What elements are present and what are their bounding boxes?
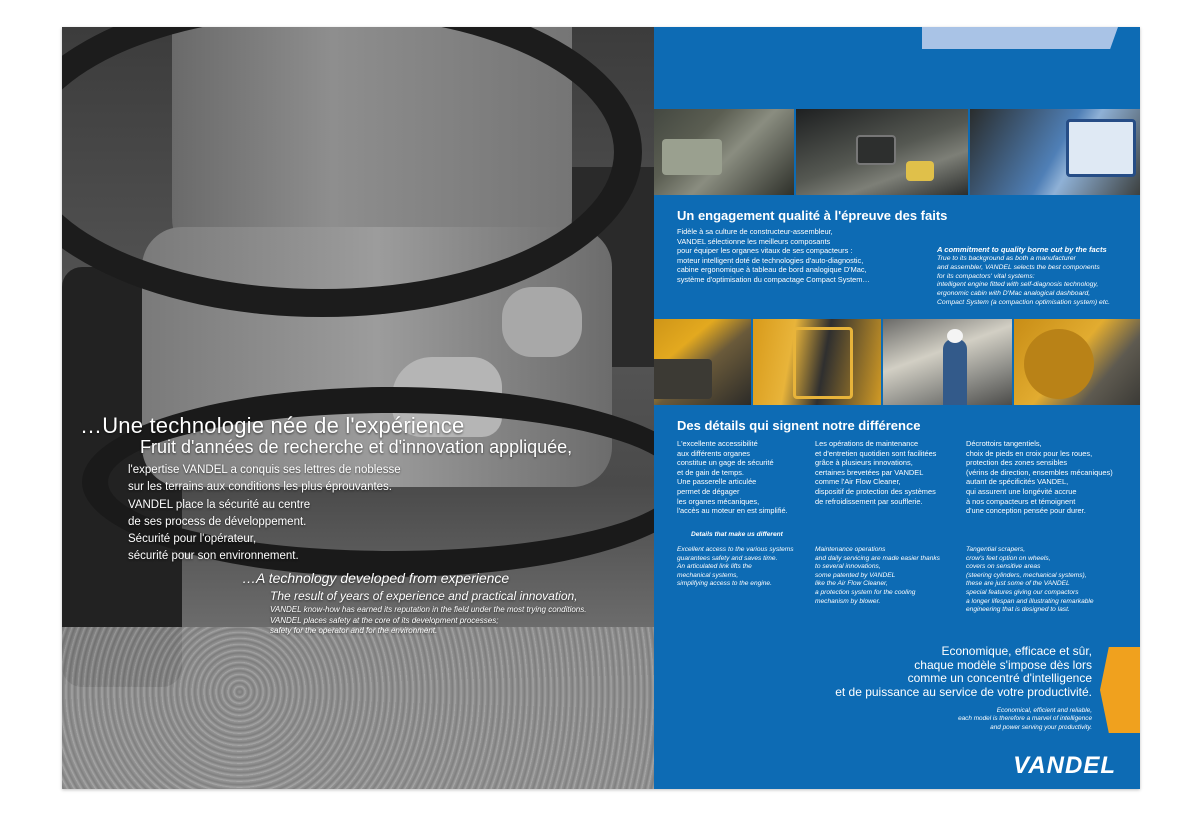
photo-engine-access	[654, 319, 751, 405]
section1-en-title: A commitment to quality borne out by the facts	[937, 245, 1107, 254]
text-line: some patented by VANDEL	[815, 571, 896, 579]
text-line: autant de spécificités VANDEL,	[966, 477, 1069, 487]
text-line: système d'optimisation du compactage Compact System…	[677, 274, 870, 284]
text-line: Fidèle à sa culture de constructeur-assembleur,	[677, 227, 833, 236]
photo-diagnostic-screen	[970, 109, 1140, 195]
text-line: VANDEL sélectionne les meilleurs composants	[677, 236, 831, 246]
section2-en-col-2	[815, 546, 975, 606]
text-line: Maintenance operations	[815, 546, 886, 553]
text-line: to several innovations,	[815, 563, 881, 571]
text-line: protection des zones sensibles	[966, 458, 1068, 468]
text-line: aux différents organes	[677, 448, 750, 458]
fr-body-line: sécurité pour son environnement.	[128, 550, 299, 563]
text-line: (vérins de direction, ensembles mécaniques)	[966, 467, 1113, 477]
en-body-line: safety for the operator and for the environment.	[270, 626, 438, 635]
svg-text:VANDEL: VANDEL	[1013, 752, 1116, 777]
gravel-ground	[62, 627, 654, 789]
text-line: and assembler, VANDEL selects the best components	[937, 263, 1100, 271]
text-line: for its compactors' vital systems:	[937, 272, 1035, 280]
text-line: dispositif de protection des systèmes	[815, 486, 936, 496]
text-line: constitue un gage de sécurité	[677, 458, 774, 468]
summary-block	[835, 645, 1092, 732]
text-line: engineering that is designed to last.	[966, 606, 1070, 614]
fr-body-line: Sécurité pour l'opérateur,	[128, 533, 257, 546]
section2-en-title: Details that make us different	[691, 531, 783, 538]
top-tab-decoration	[922, 27, 1118, 49]
photo-access-ladder	[753, 319, 882, 405]
text-line: guarantees safety and saves time.	[677, 554, 778, 562]
text-line: crow's feet option on wheels,	[966, 554, 1051, 562]
text-line: An articulated link lifts the	[677, 563, 752, 571]
section2-en-col-3	[966, 546, 1126, 615]
operator-hand-lever	[502, 287, 582, 357]
en-body-line: VANDEL places safety at the core of its development processes;	[270, 615, 499, 625]
text-line: each model is therefore a marvel of intelligence	[958, 715, 1092, 723]
section2-fr-col-1	[677, 439, 817, 516]
fr-body	[128, 462, 401, 566]
photo-row-machines	[654, 319, 1140, 405]
en-subheadline: The result of years of experience and practical innovation,	[270, 589, 578, 603]
text-line: cabine ergonomique à tableau de bord analogique D'Mac,	[677, 265, 867, 275]
section2-en-col-1	[677, 546, 817, 589]
text-line: (steering cylinders, mechanical systems),	[966, 571, 1087, 579]
text-line: Une passerelle articulée	[677, 477, 757, 487]
text-line: comme un concentré d'intelligence	[907, 671, 1092, 685]
en-headline: …A technology developed from experience	[242, 570, 510, 586]
text-line: and power serving your productivity.	[990, 723, 1092, 731]
text-line: et d'entretien quotidien sont facilitées	[815, 448, 937, 458]
left-page-photo	[62, 27, 654, 789]
text-line: special features giving our compactors	[966, 588, 1079, 596]
text-line: qui assurent une longévité accrue	[966, 486, 1077, 496]
brochure-spread	[62, 27, 1140, 789]
fr-subheadline: Fruit d'années de recherche et d'innovation appliquée,	[140, 437, 573, 457]
text-line: and daily servicing are made easier thanks	[815, 554, 940, 562]
text-line: ergonomic cabin with D'Mac analogical dashboard,	[937, 290, 1091, 298]
text-line: Décrottoirs tangentiels,	[966, 439, 1042, 448]
en-body-line: VANDEL know-how has earned its reputation in the field under the most trying conditions.	[270, 605, 587, 614]
text-line: moteur intelligent doté de technologies d'auto-diagnostic,	[677, 255, 864, 265]
text-line: de refroidissement par soufflerie.	[815, 496, 923, 506]
text-line: pour équiper les organes vitaux de ses compacteurs :	[677, 246, 853, 256]
section2-fr-col-3	[966, 439, 1126, 516]
text-line: à nos compacteurs et témoignent	[966, 496, 1076, 506]
fr-body-line: de ses process de développement.	[128, 515, 307, 528]
text-line: chaque modèle s'impose dès lors	[914, 657, 1092, 672]
text-line: covers on sensitive areas	[966, 563, 1041, 571]
text-line: Tangential scrapers,	[966, 546, 1026, 553]
vandel-logo	[976, 751, 1118, 777]
text-line: L'excellente accessibilité	[677, 439, 758, 448]
photo-technician-maintenance	[883, 319, 1012, 405]
text-line: a longer lifespan and illustrating remarkable	[966, 597, 1094, 605]
orange-arrow-tab	[1100, 647, 1140, 733]
text-line: grâce à plusieurs innovations,	[815, 458, 913, 468]
text-line: mechanism by blower.	[815, 597, 881, 605]
text-line: comme l'Air Flow Cleaner,	[815, 477, 901, 487]
fr-body-line: VANDEL place la sécurité au centre	[128, 498, 311, 511]
text-line: Economique, efficace et sûr,	[941, 644, 1092, 658]
text-line: these are just some of the VANDEL	[966, 580, 1070, 588]
summary-fr	[835, 645, 1092, 699]
section2-title: Des détails qui signent notre différence	[677, 418, 921, 433]
text-line: choix de pieds en croix pour les roues,	[966, 448, 1093, 458]
fr-headline: …Une technologie née de l'expérience	[80, 413, 465, 438]
text-line: True to its background as both a manufacturer	[937, 255, 1076, 262]
en-body	[270, 605, 586, 637]
section1-title: Un engagement qualité à l'épreuve des faits	[677, 208, 948, 223]
text-line: l'accès au moteur en est simplifié.	[677, 506, 788, 516]
section2-fr-col-2	[815, 439, 965, 506]
summary-en	[835, 707, 1092, 732]
text-line: permet de dégager	[677, 486, 740, 496]
photo-row-controls	[654, 109, 1140, 195]
text-line: Les opérations de maintenance	[815, 439, 919, 448]
text-line: mechanical systems,	[677, 571, 739, 579]
text-line: like the Air Flow Cleaner,	[815, 580, 888, 588]
text-line: d'une conception pensée pour durer.	[966, 506, 1086, 516]
text-line: et de puissance au service de votre productivité.	[835, 684, 1092, 699]
fr-body-line: sur les terrains aux conditions les plus éprouvantes.	[128, 481, 393, 494]
text-line: certaines brevetées par VANDEL	[815, 467, 924, 477]
section1-fr-body	[677, 227, 897, 285]
text-line: Compact System (a compaction optimisation system) etc.	[937, 298, 1111, 306]
text-line: Economical, efficient and reliable,	[996, 707, 1092, 714]
text-line: et de gain de temps.	[677, 467, 744, 477]
section1-en-body	[937, 255, 1137, 308]
fr-body-line: l'expertise VANDEL a conquis ses lettres de noblesse	[128, 464, 401, 476]
text-line: les organes mécaniques,	[677, 496, 760, 506]
photo-roller-drum	[1014, 319, 1141, 405]
right-page	[654, 27, 1140, 789]
text-line: intelligent engine fitted with self-diagnosis technology,	[937, 281, 1099, 289]
photo-dashboard	[796, 109, 968, 195]
text-line: Excellent access to the various systems	[677, 546, 794, 553]
photo-handheld-terminal	[654, 109, 794, 195]
text-line: simplifying access to the engine.	[677, 580, 772, 588]
text-line: a protection system for the cooling	[815, 588, 916, 596]
